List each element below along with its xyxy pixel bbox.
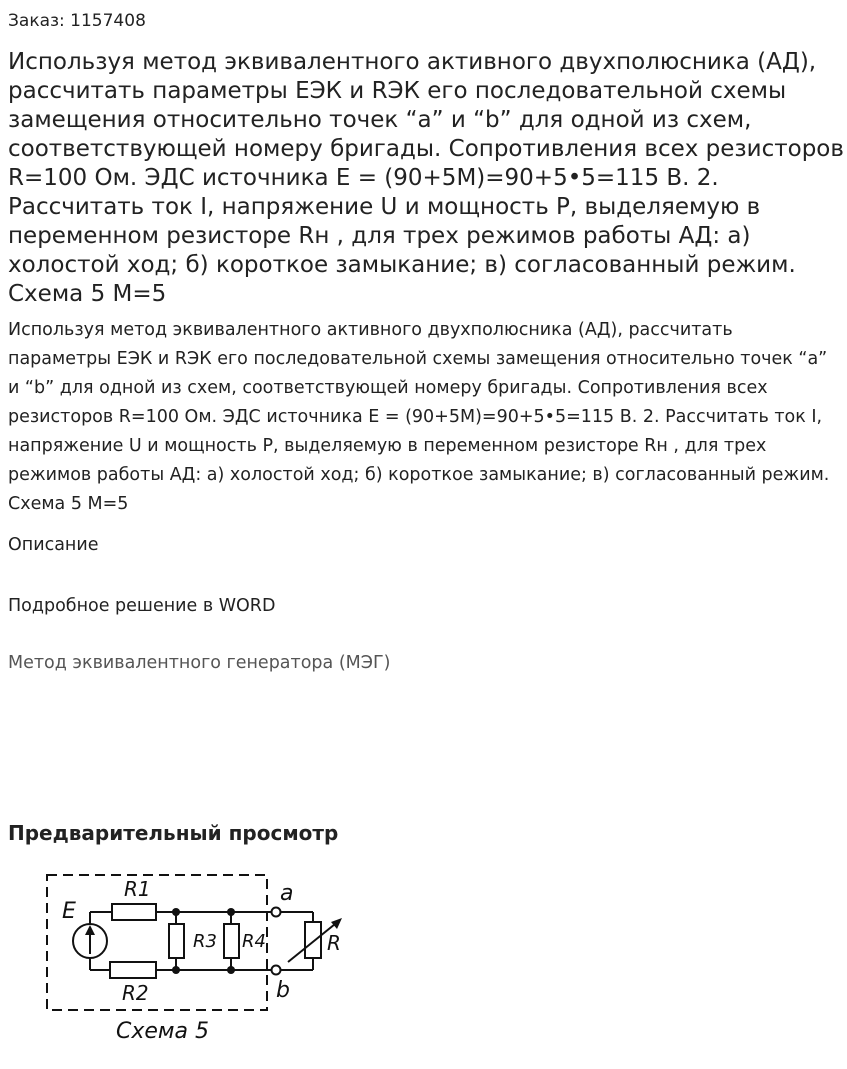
schematic-caption: Схема 5 xyxy=(116,1019,209,1044)
resistor-r3 xyxy=(169,924,184,958)
preview-heading: Предварительный просмотр xyxy=(8,821,339,845)
method-tag-link[interactable]: Метод эквивалентного генератора (МЭГ) xyxy=(8,653,391,673)
circuit-schematic xyxy=(30,862,360,1052)
label-r4: R4 xyxy=(242,931,266,952)
resistor-r4 xyxy=(224,924,239,958)
label-e: E xyxy=(62,899,76,924)
resistor-r1 xyxy=(112,904,156,920)
emf-source-symbol xyxy=(73,924,107,958)
label-r3: R3 xyxy=(193,931,217,952)
order-number: Заказ: 1157408 xyxy=(8,11,146,31)
label-r1: R1 xyxy=(124,877,151,901)
solution-format-note: Подробное решение в WORD xyxy=(8,596,276,616)
terminal-a xyxy=(272,908,281,917)
label-r2: R2 xyxy=(122,981,149,1005)
task-description: Используя метод эквивалентного активного двухполюсника (АД), рассчитать параметры ЕЭК и RЭК его последовательной схемы замещения относительно точек “a” и “b” для одной из схем, соответствующей номеру бригады. Сопротивления всех резисторов R=100 Ом. ЭДС источника Е = (90+5M)=90+5•5=115 В. 2. Рассчитать ток I, напряжение U и мощность P, выделяемую в переменном резисторе Rн , для трех режимов работы АД: а) холостой ход; б) короткое замыкание; в) согласованный режим. Схема 5 M=5 xyxy=(8,320,830,514)
label-a: a xyxy=(280,881,294,906)
description-heading: Описание xyxy=(8,535,99,555)
terminal-b xyxy=(272,966,281,975)
resistor-r2 xyxy=(110,962,156,978)
label-b: b xyxy=(276,978,290,1003)
task-title: Используя метод эквивалентного активного двухполюсника (АД), рассчитать параметры ЕЭК и RЭК его последовательной схемы замещения относительно точек “a” и “b” для одной из схем, соответствующей номеру бригады. Сопротивления всех резисторов R=100 Ом. ЭДС источника Е = (90+5M)=90+5•5=115 В. 2. Рассчитать ток I, напряжение U и мощность P, выделяемую в переменном резисторе Rн , для трех режимов работы АД: а) холостой ход; б) короткое замыкание; в) согласованный режим. Схема 5 M=5 xyxy=(8,49,844,307)
label-r: R xyxy=(327,931,341,955)
